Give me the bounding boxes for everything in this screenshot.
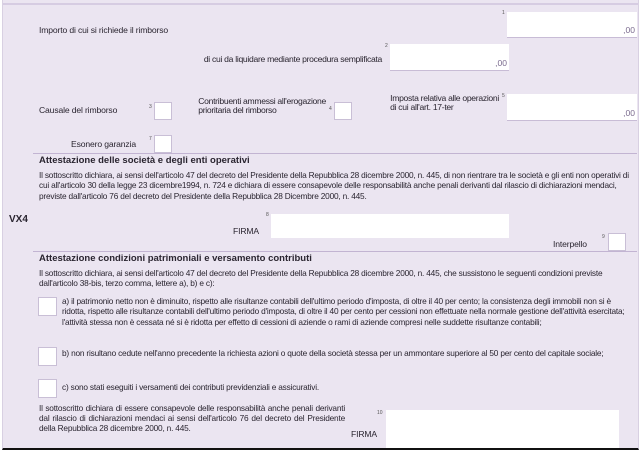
field-number: 5 (502, 93, 505, 99)
firma-patrimoniali-input[interactable] (386, 410, 619, 448)
esonero-label: Esonero garanzia (71, 139, 136, 149)
condition-a-checkbox[interactable] (38, 297, 57, 316)
interpello-checkbox[interactable] (608, 233, 626, 251)
semplificata-input[interactable] (390, 44, 509, 71)
final-declaration-text: Il sottoscritto dichiara di essere consapevole delle responsabilità anche penali derivanti dal rilascio di dichiarazioni mendaci ai sensi dell'articolo 76 del decreto del Presidente della Repubblica 28 dicembre 2000, n. 445. (39, 403, 345, 433)
esonero-checkbox[interactable] (154, 135, 172, 153)
row-code: VX4 (9, 214, 28, 225)
divider (33, 251, 637, 252)
field-number: 3 (149, 104, 152, 110)
interpello-label: Interpello (553, 239, 587, 249)
semplificata-label: di cui da liquidare mediante procedura semplificata (203, 54, 382, 64)
imposta-input[interactable] (507, 94, 637, 121)
prioritaria-label: Contribuenti ammessi all'erogazione prioritaria del rimborso (198, 96, 326, 115)
field-number: 1 (502, 10, 505, 16)
firma-label: FIRMA (233, 226, 259, 236)
divider (33, 153, 637, 154)
condition-c-text: c) sono stati eseguiti i versamenti dei contributi previdenziali e assicurativi. (62, 382, 319, 392)
condition-a-text: a) il patrimonio netto non è diminuito, rispetto alle risultanze contabili dell'ultimo periodo d'imposta, di oltre il 40 per cento; la consistenza degli immobili non si è ridotta, rispetto alle risultanze contabili dell'ultimo periodo d'imposta, di oltre il 40 per cento per cessioni non effettuate nella normale gestione dell'attività esercitata; l'attività stessa non è cessata né si è ridotta per effetto di cessioni di aziende o rami di aziende compresi nelle suddette risultanze contabili; (62, 296, 625, 327)
imposta-label: Imposta relativa alle operazioni di cui all'art. 17-ter (390, 93, 499, 112)
field-number: 10 (377, 410, 383, 416)
form-section-vx4 (2, 0, 639, 450)
cents-suffix: ,00 (623, 108, 635, 118)
operativi-heading: Attestazione delle società e degli enti operativi (39, 155, 250, 166)
top-divider (3, 3, 638, 5)
prioritaria-checkbox[interactable] (334, 102, 352, 120)
patrimoniali-heading: Attestazione condizioni patrimoniali e versamento contributi (39, 253, 312, 264)
field-number: 7 (149, 136, 152, 142)
firma-operativi-input[interactable] (271, 214, 509, 238)
field-number: 2 (385, 43, 388, 49)
importo-label: Importo di cui si richiede il rimborso (39, 25, 168, 35)
importo-input[interactable] (507, 12, 637, 38)
causale-input[interactable] (154, 102, 172, 120)
field-number: 8 (266, 212, 269, 218)
cents-suffix: ,00 (623, 25, 635, 35)
patrimoniali-text: Il sottoscritto dichiara, ai sensi dell'articolo 47 del decreto del Presidente della Repubblica 28 dicembre 2000, n. 445, che sussistono le seguenti condizioni previste dall'articolo 38-bis, terzo comma, lettere a), b) e c): (39, 268, 603, 289)
condition-b-checkbox[interactable] (38, 347, 57, 366)
condition-c-checkbox[interactable] (38, 379, 57, 398)
cents-suffix: ,00 (495, 58, 507, 68)
firma-label: FIRMA (351, 429, 377, 439)
causale-label: Causale del rimborso (39, 105, 118, 115)
condition-b-text: b) non risultano cedute nell'anno precedente la richiesta azioni o quote della società stessa per un ammontare superiore al 50 per cento del capitale sociale; (62, 348, 604, 358)
operativi-text: Il sottoscritto dichiara, ai sensi dell'articolo 47 del decreto del Presidente della Repubblica 28 dicembre 2000, n. 445, di non rientrare tra le società e gli enti non operativi di cui all'articolo 30 della legge 23 dicembre1994, n. 724 e dichiara di essere consapevole delle responsabilità anche penali derivanti dal rilascio di dichiarazioni mendaci, previste dall'articolo 76 del decreto del Presidente della Repubblica 28 Dicembre 2000, n. 445. (39, 170, 629, 201)
field-number: 4 (329, 106, 332, 112)
field-number: 9 (602, 234, 605, 240)
